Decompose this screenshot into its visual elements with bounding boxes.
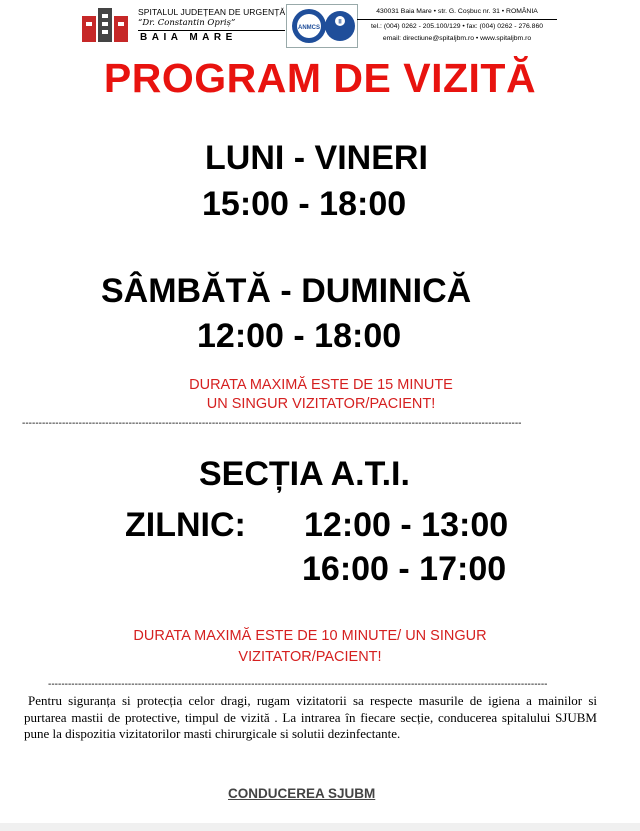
ati-slot-2: 16:00 - 17:00 (302, 550, 507, 588)
hospital-logo-icon (82, 6, 132, 42)
weekend-label: SÂMBĂTĂ - DUMINICĂ (101, 272, 472, 310)
phone-fax-line: tel.: (004) 0262 - 205.100/129 • fax: (004) 0262 - 276.860 (370, 23, 544, 30)
ati-section-title: SECȚIA A.T.I. (199, 455, 410, 493)
ati-daily-label: ZILNIC: (125, 506, 246, 544)
weekdays-hours: 15:00 - 18:00 (202, 185, 407, 223)
email-web-line: email: directiune@spitaljbm.ro • www.spitaljbm.ro (382, 35, 532, 42)
hospital-motto: “Dr. Constantin Opriș” (138, 18, 236, 28)
ati-note-single-visitor: VIZITATOR/PACIENT! (238, 649, 382, 665)
hygiene-paragraph: Pentru siguranța si protecția celor dragi, rugam vizitatorii sa respecte masurile de igiena a mainilor si purtarea mastii de protective, timpul de vizită . La intrarea în fiecare secție, conducerea spitalului SJUBM pune la dispozitia vizitatorilor masti chirurgicale si solutii dezinfectante. (24, 693, 597, 741)
badge-right-label: II (338, 19, 342, 26)
signature: CONDUCEREA SJUBM (228, 786, 376, 801)
note-single-visitor: UN SINGUR VIZITATOR/PACIENT! (206, 396, 436, 412)
address-rule (357, 19, 557, 20)
weekend-hours: 12:00 - 18:00 (197, 317, 402, 355)
header-rule (138, 30, 285, 31)
page-title: PROGRAM DE VIZITĂ (103, 55, 537, 101)
page-bottom-edge (0, 823, 640, 831)
ati-note-max-duration: DURATA MAXIMĂ ESTE DE 10 MINUTE/ UN SINGUR (133, 628, 487, 644)
separator-line: ------------------------------------------------------------------------------------------------------------------------------------------------------ (22, 418, 522, 429)
badge-left-label: ANMCS (298, 25, 320, 31)
hospital-city: BAIA MARE (140, 32, 237, 43)
ati-slot-1: 12:00 - 13:00 (304, 506, 509, 544)
separator-line-2: ------------------------------------------------------------------------------------------------------------------------------------------------------ (48, 679, 548, 690)
address-line: 430031 Baia Mare • str. G. Coșbuc nr. 31 • ROMÂNIA (376, 8, 538, 15)
weekdays-label: LUNI - VINERI (205, 139, 428, 177)
accreditation-badges (286, 4, 358, 48)
hospital-name: SPITALUL JUDEȚEAN DE URGENȚĂ (138, 7, 286, 17)
note-max-duration: DURATA MAXIMĂ ESTE DE 15 MINUTE (189, 377, 453, 393)
